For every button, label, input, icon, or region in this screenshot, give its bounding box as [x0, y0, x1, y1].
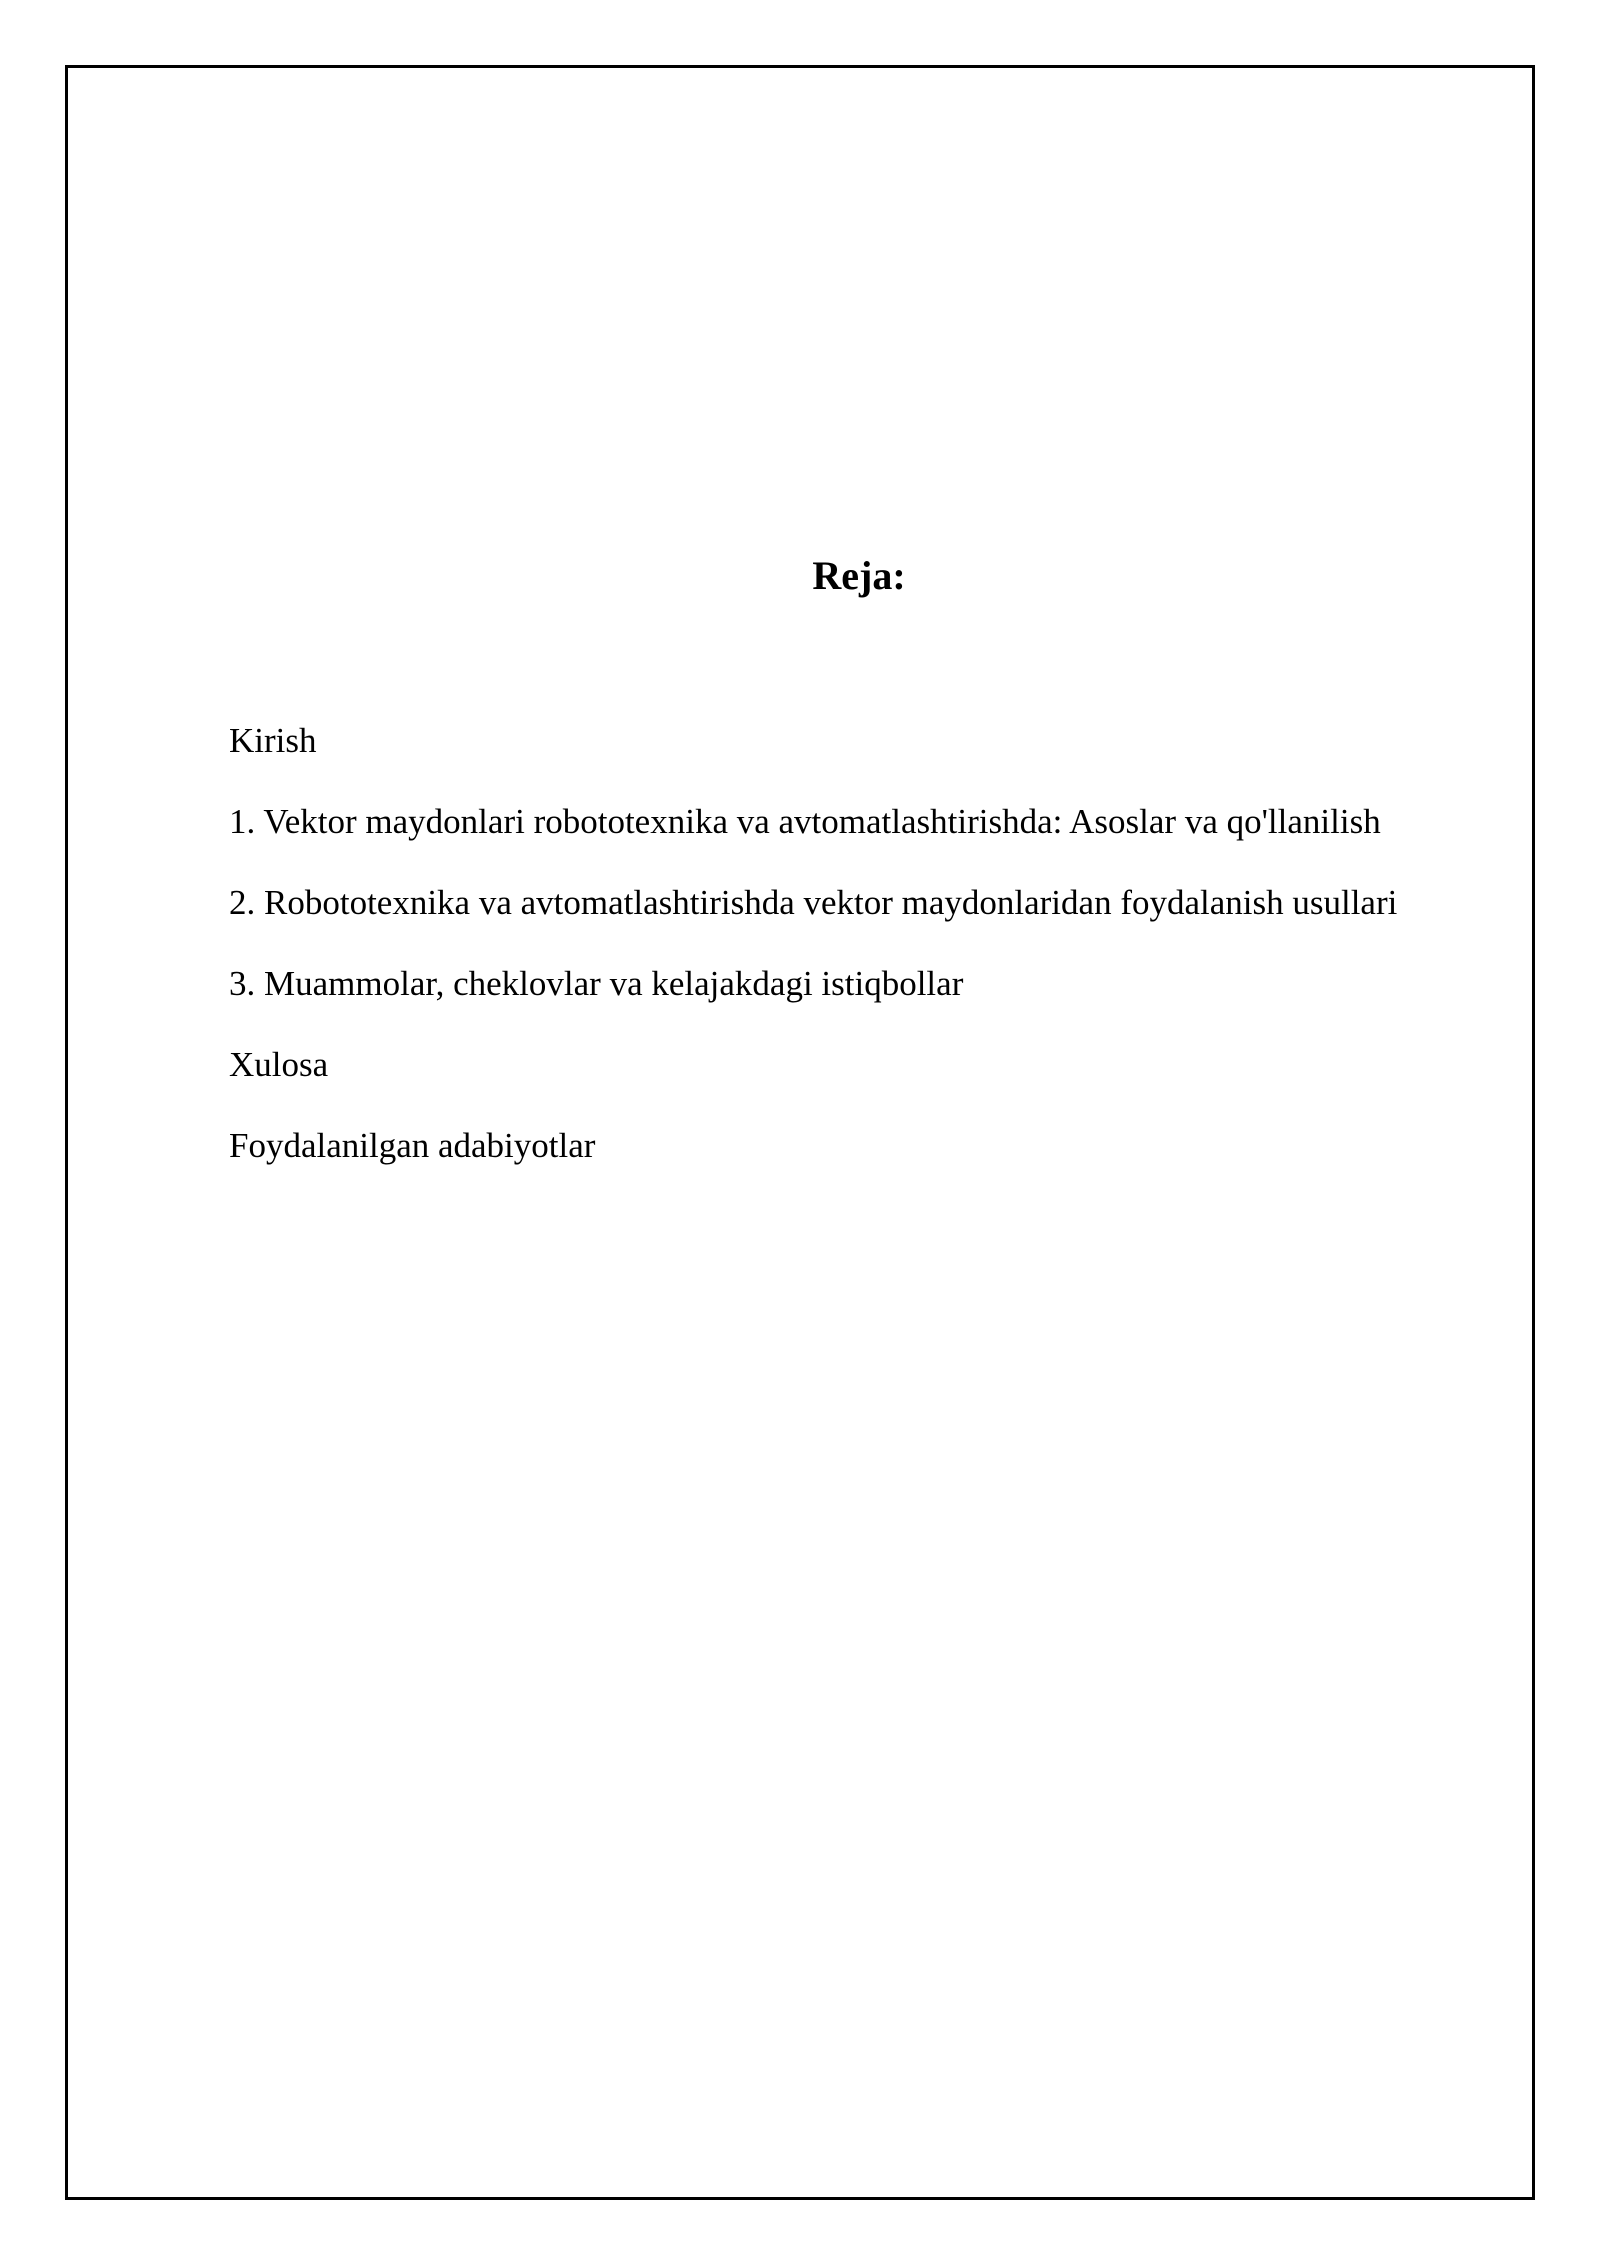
plan-item-3: 3. Muammolar, cheklovlar va kelajakdagi istiqbollar [229, 964, 964, 1003]
plan-list [229, 700, 1397, 1186]
page-title: Reja: [812, 553, 906, 598]
plan-item-introduction: Kirish [229, 721, 317, 760]
plan-item-references: Foydalanilgan adabiyotlar [229, 1126, 596, 1165]
plan-item-1: 1. Vektor maydonlari robototexnika va avtomatlashtirishda: Asoslar va qo'llanilish [229, 802, 1381, 841]
plan-item-2: 2. Robototexnika va avtomatlashtirishda vektor maydonlaridan foydalanish usullari [229, 883, 1398, 922]
plan-item-conclusion: Xulosa [229, 1045, 329, 1084]
